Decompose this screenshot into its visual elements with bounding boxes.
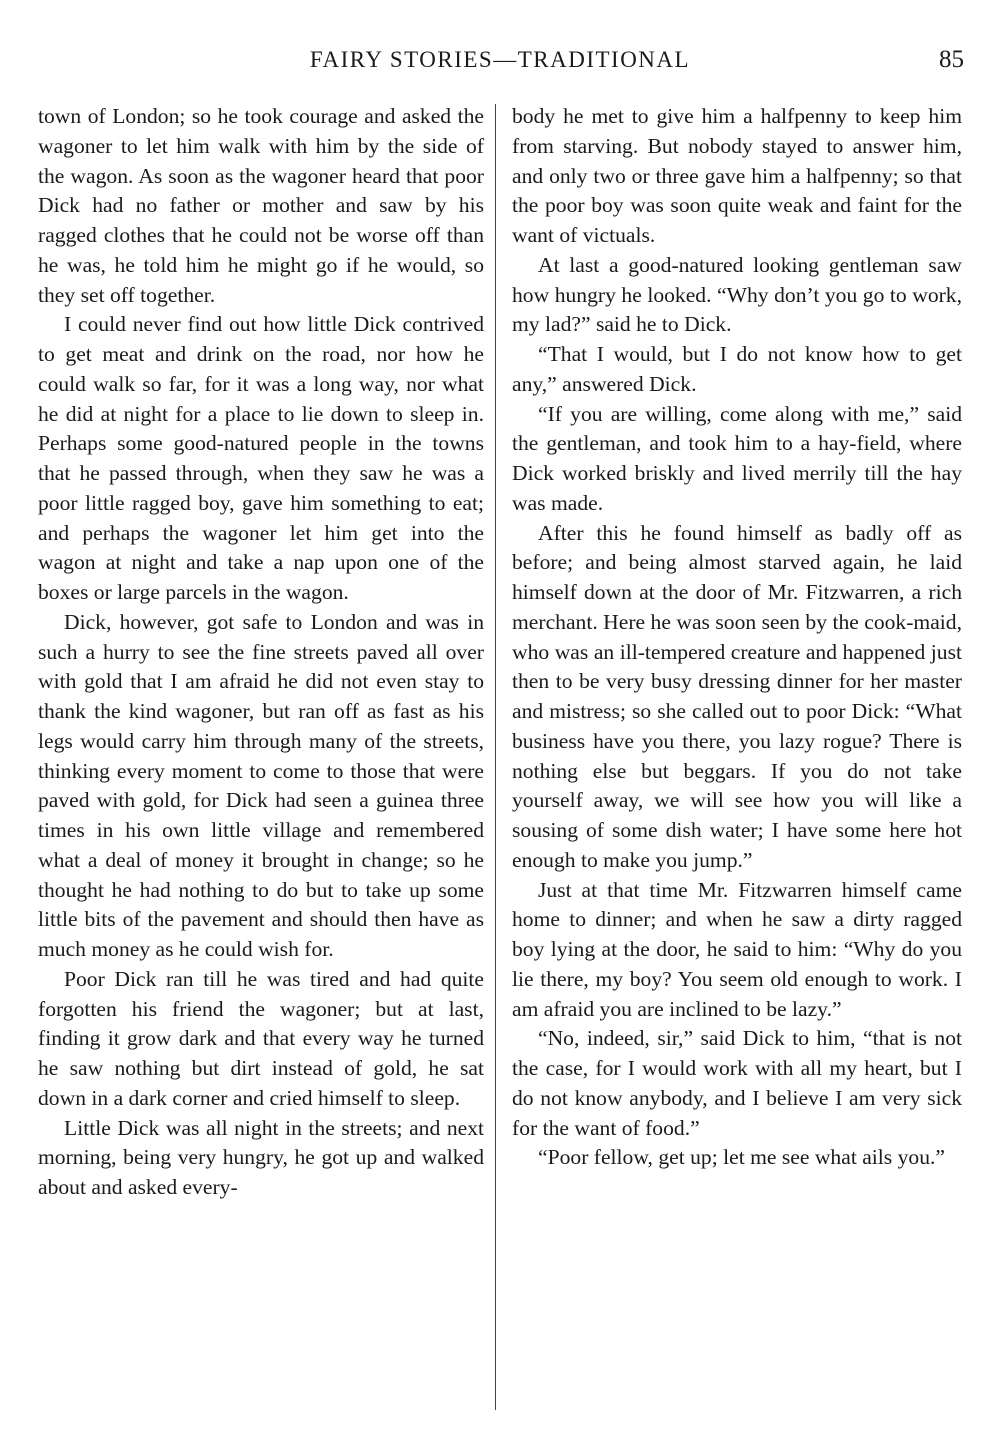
page-header: [0, 42, 1000, 78]
paragraph: “Poor fellow, get up; let me see what ails you.”: [538, 1145, 945, 1170]
paragraph: “If you are willing, come along with me,” said the gentleman, and took him to a hay-field, where Dick worked briskly and lived merrily till the hay was made.: [512, 401, 962, 515]
right-column: [512, 102, 962, 1173]
paragraph: Just at that time Mr. Fitzwarren himself came home to dinner; and when he saw a dirty ragged boy lying at the door, he said to him: “Why do you lie there, my boy? You seem old enough to work. I am afraid you are inclined to be lazy.”: [512, 877, 962, 1021]
paragraph: town of London; so he took courage and asked the wagoner to let him walk with him by the side of the wagon. As soon as the wagoner heard that poor Dick had no father or mother and saw by his ragged clothes that he could not be worse off than he was, he told him he might go if he would, so they set off together.: [38, 104, 484, 307]
paragraph: Little Dick was all night in the streets; and next morning, being very hungry, he got up and walked about and asked every-: [38, 1115, 484, 1199]
paragraph: “No, indeed, sir,” said Dick to him, “that is not the case, for I would work with all my heart, but I do not know anybody, and I believe I am very sick for the want of food.”: [512, 1026, 962, 1140]
paragraph: After this he found himself as badly off as before; and being almost starved again, he laid himself down at the door of Mr. Fitzwarren, a rich merchant. Here he was soon seen by the cook-maid, who was an ill-tempered creature and happened just then to be very busy dressing dinner for her master and mistress; so she called out to poor Dick: “What business have you there, you lazy rogue? There is nothing else but beggars. If you do not take yourself away, we will see how you will like a sousing of some dish water; I have some here hot enough to make you jump.”: [512, 520, 962, 872]
column-divider: [495, 104, 496, 1410]
paragraph: I could never find out how little Dick contrived to get meat and drink on the road, nor how he could walk so far, for it was a long way, nor what he did at night for a place to lie down to sleep in. Perhaps some good-natured people in the towns that he passed through, when they saw he was a poor little ragged boy, gave him something to eat; and perhaps the wagoner let him get into the wagon at night and take a nap upon one of the boxes or large parcels in the wagon.: [38, 312, 484, 604]
page-number: 85: [939, 46, 964, 73]
paragraph: At last a good-natured looking gentleman saw how hungry he looked. “Why don’t you go to work, my lad?” said he to Dick.: [512, 252, 962, 337]
running-title: FAIRY STORIES—TRADITIONAL: [309, 47, 691, 72]
left-column: [38, 102, 484, 1203]
paragraph: Dick, however, got safe to London and was in such a hurry to see the fine streets paved all over with gold that I am afraid he did not even stay to thank the kind wagoner, but ran off as fast as his legs would carry him through many of the streets, thinking every moment to come to those that were paved with gold, for Dick had seen a guinea three times in his own little village and remembered what a deal of money it brought in change; so he thought he had nothing to do but to take up some little bits of the pavement and should then have as much money as he could wish for.: [38, 609, 484, 961]
paragraph: Poor Dick ran till he was tired and had quite forgotten his friend the wagoner; but at last, finding it grow dark and that every way he turned he saw nothing but dirt instead of gold, he sat down in a dark corner and cried himself to sleep.: [38, 966, 484, 1110]
paragraph: body he met to give him a halfpenny to keep him from starving. But nobody stayed to answer him, and only two or three gave him a halfpenny; so that the poor boy was soon quite weak and faint for the want of victuals.: [512, 104, 962, 247]
paragraph: “That I would, but I do not know how to get any,” answered Dick.: [512, 342, 962, 396]
